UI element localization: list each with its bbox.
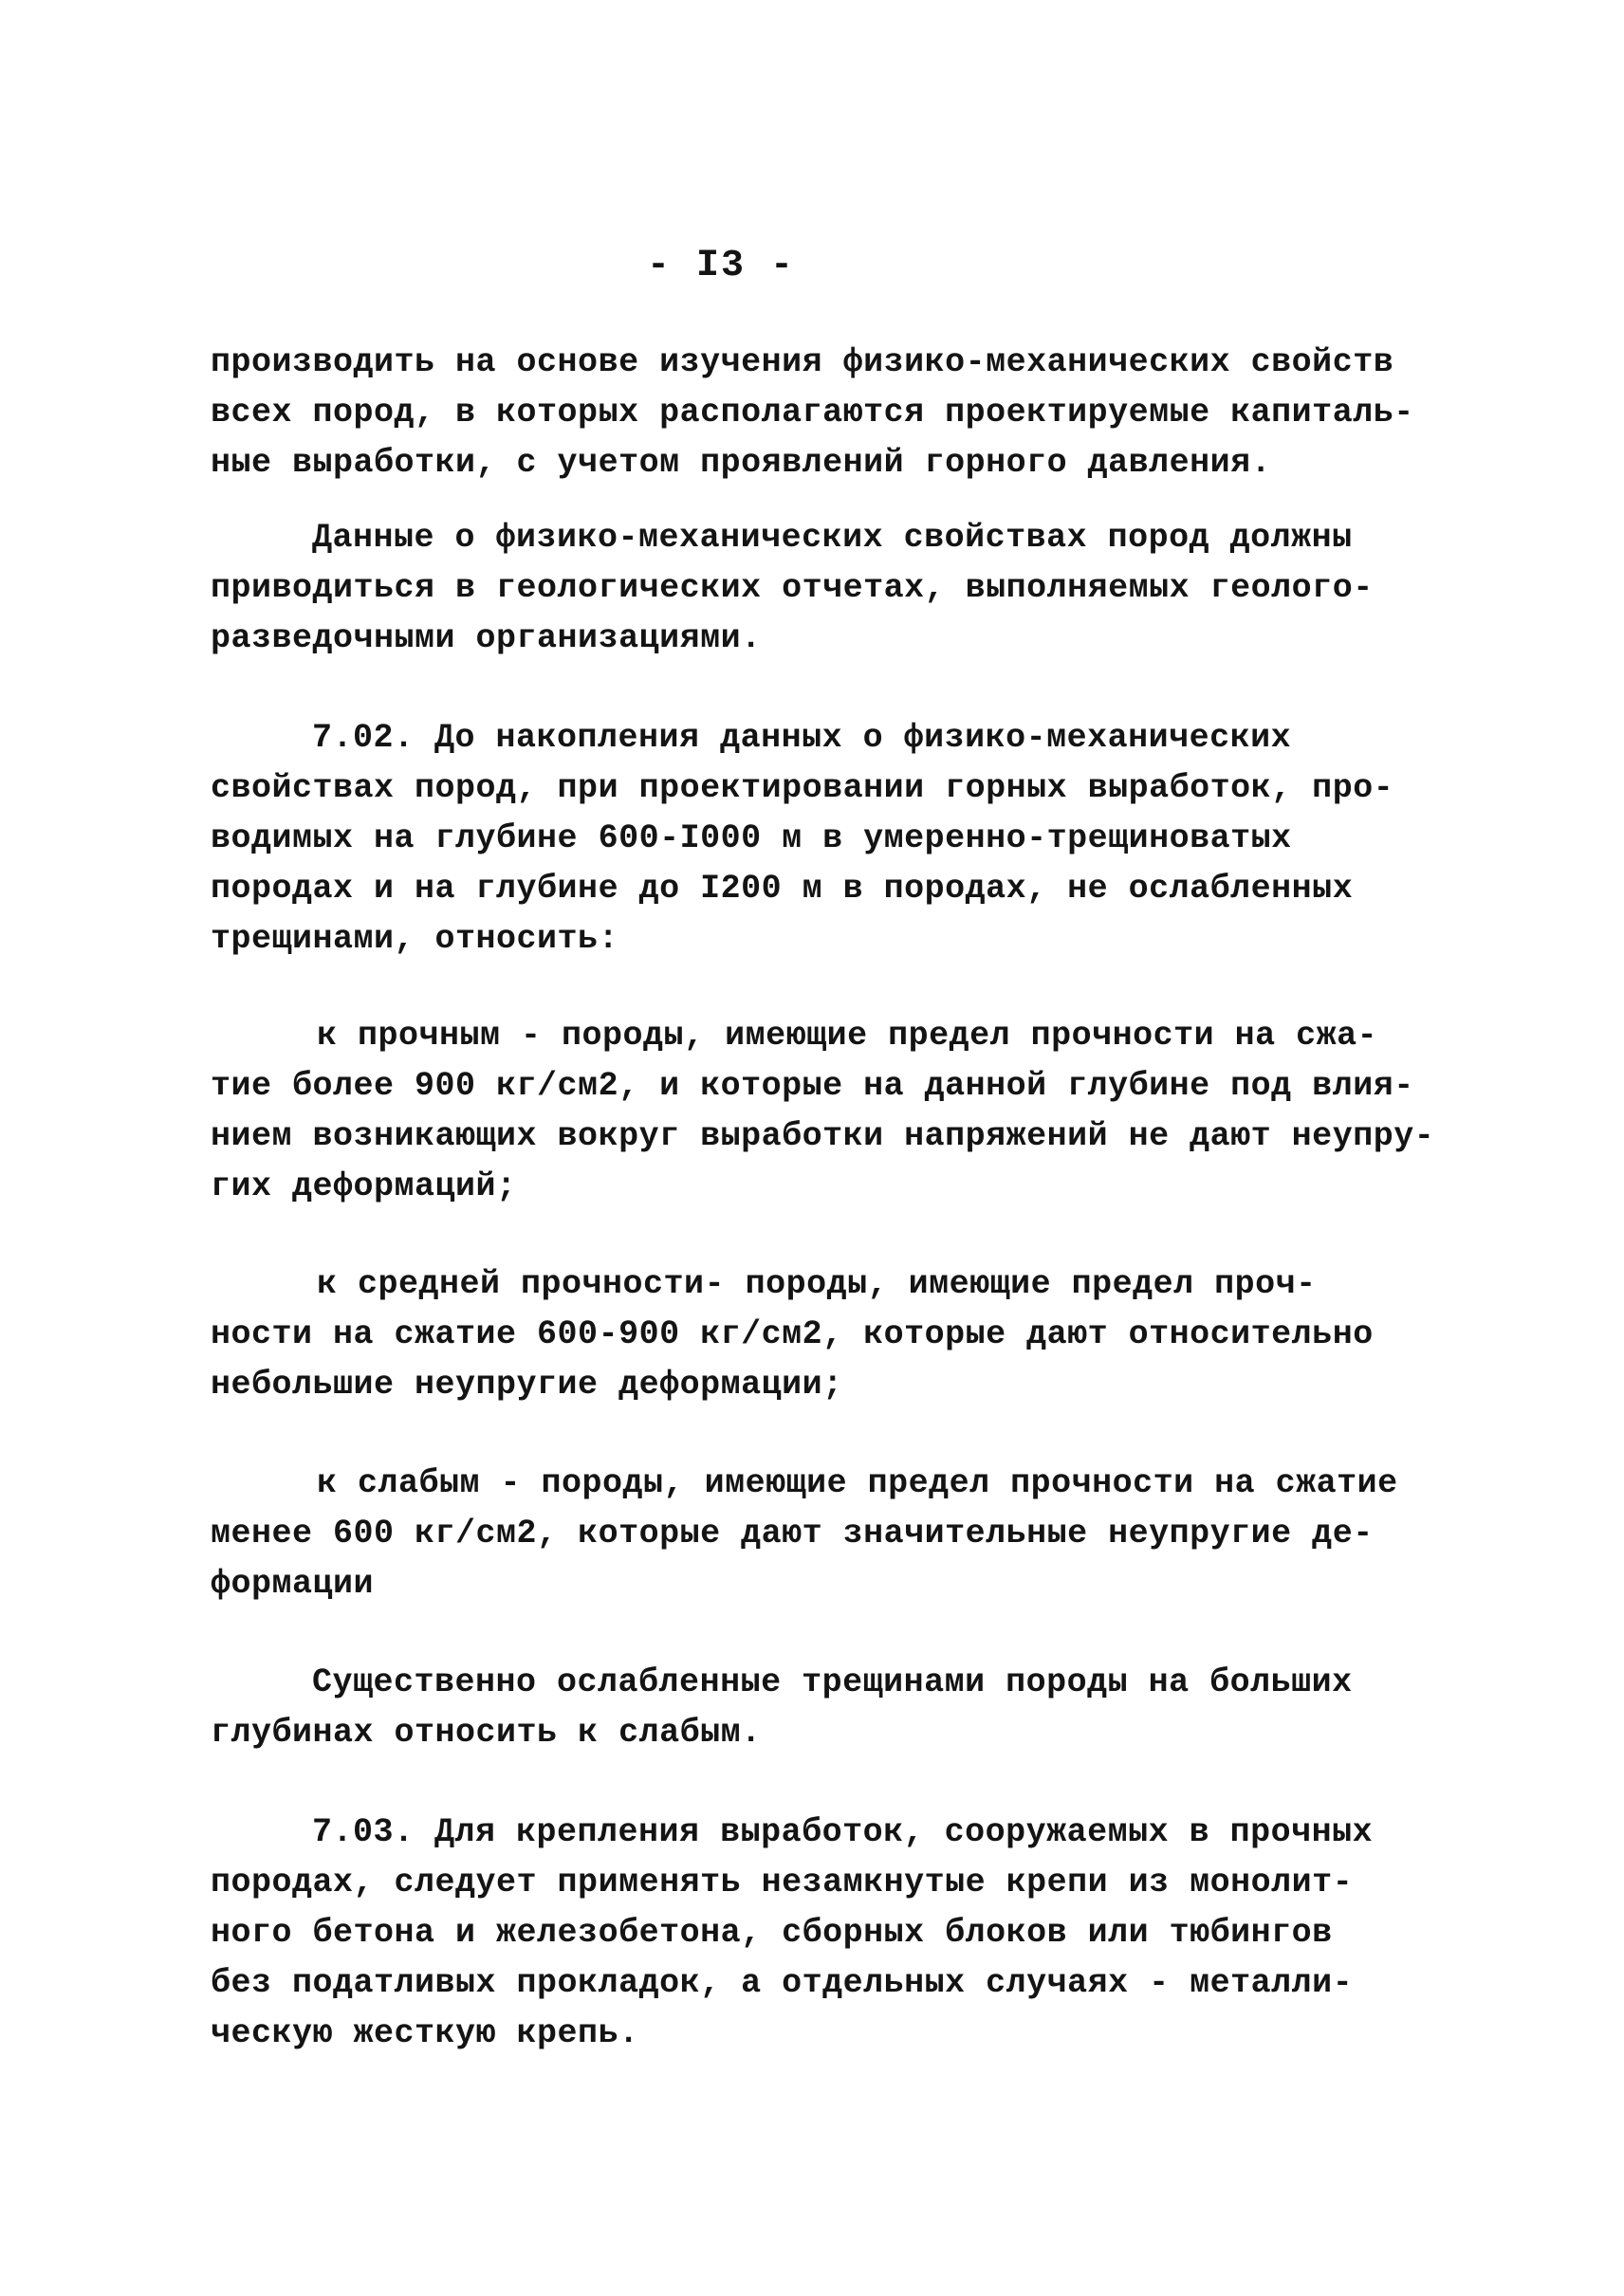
text-line: разведочными организациями. bbox=[211, 619, 762, 657]
text-line: ности на сжатие 600-900 кг/см2, которые дают относительно bbox=[211, 1315, 1374, 1353]
text-line: менее 600 кг/см2, которые дают значительные неупругие де- bbox=[211, 1515, 1374, 1552]
paragraph-7-02 bbox=[211, 713, 1444, 964]
text-line: трещинами, относить: bbox=[211, 920, 619, 958]
paragraph-medium-rocks bbox=[211, 1259, 1444, 1410]
text-line: породах, следует применять незамкнутые крепи из монолит- bbox=[211, 1864, 1354, 1901]
text-line: глубинах относить к слабым. bbox=[211, 1714, 762, 1752]
text-line: ного бетона и железобетона, сборных блоков или тюбингов bbox=[211, 1914, 1333, 1952]
text-line: 7.03. Для крепления выработок, сооружаемых в прочных bbox=[312, 1813, 1374, 1851]
text-line: 7.02. До накопления данных о физико-механических bbox=[312, 719, 1292, 757]
text-line: всех пород, в которых располагаются проектируемые капиталь- bbox=[211, 394, 1414, 432]
text-line: формации bbox=[211, 1565, 375, 1603]
text-line: к средней прочности- породы, имеющие предел проч- bbox=[317, 1265, 1317, 1303]
paragraph-data-source bbox=[211, 513, 1444, 664]
paragraph-7-03 bbox=[211, 1808, 1444, 2059]
page-number: - I3 - bbox=[646, 245, 796, 287]
text-line: Существенно ослабленные трещинами породы на больших bbox=[312, 1663, 1353, 1701]
text-line: водимых на глубине 600-I000 м в умеренно-трещиноватых bbox=[211, 819, 1292, 857]
text-line: гих деформаций; bbox=[211, 1167, 517, 1205]
text-line: без податливых прокладок, а отдельных случаях - металли- bbox=[211, 1964, 1354, 2002]
text-line: к прочным - породы, имеющие предел прочности на сжа- bbox=[317, 1017, 1378, 1055]
text-line: породах и на глубине до I200 м в породах, не ослабленных bbox=[211, 870, 1354, 908]
text-line: производить на основе изучения физико-механических свойств bbox=[211, 343, 1394, 381]
text-line: Данные о физико-механических свойствах пород должны bbox=[312, 519, 1353, 557]
text-line: к слабым - породы, имеющие предел прочности на сжатие bbox=[317, 1464, 1398, 1502]
text-line: приводиться в геологических отчетах, выполняемых геолого- bbox=[211, 569, 1374, 607]
text-line: нием возникающих вокруг выработки напряжений не дают неупру- bbox=[211, 1117, 1435, 1155]
text-line: тие более 900 кг/см2, и которые на данной глубине под влия- bbox=[211, 1067, 1414, 1105]
paragraph-weak-rocks bbox=[211, 1459, 1444, 1609]
text-line: ные выработки, с учетом проявлений горного давления. bbox=[211, 444, 1272, 482]
text-line: свойствах пород, при проектировании горных выработок, про- bbox=[211, 769, 1394, 807]
text-line: небольшие неупругие деформации; bbox=[211, 1366, 843, 1404]
paragraph-strong-rocks bbox=[211, 1011, 1444, 1212]
paragraph-fractured-rocks bbox=[211, 1658, 1444, 1758]
text-line: ческую жесткую крепь. bbox=[211, 2014, 639, 2052]
paragraph-continuation bbox=[211, 338, 1444, 488]
